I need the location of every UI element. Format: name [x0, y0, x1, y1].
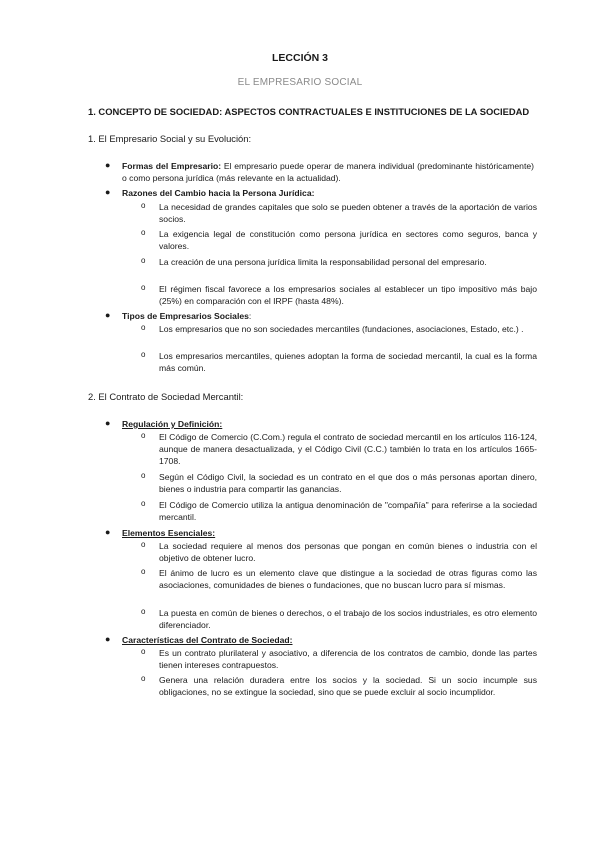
sub-bullet: o: [141, 256, 146, 265]
bullet-elementos-text: [122, 527, 534, 539]
sub-bullet: o: [141, 201, 146, 210]
bullet-dot: ●: [105, 527, 111, 537]
sub-text: El Código de Comercio (C.Com.) regula el contrato de sociedad mercantil en los artículos 116-124, aunque de manera desactualizada, y el Código Civil (C.C.) también lo trata en los artículos 1665-1708.: [159, 432, 537, 467]
sub-bullet: o: [141, 350, 146, 359]
sub-text: Los empresarios mercantiles, quienes adoptan la forma de sociedad mercantil, la cual es la forma más común.: [159, 351, 537, 374]
bullet-razones-text: [122, 187, 534, 199]
bullet-body: El empresario puede operar de manera individual (predominante históricamente) o como persona jurídica (más relevante en la actualidad).: [122, 161, 534, 184]
bullet-tail: :: [248, 311, 252, 321]
part2-heading: [88, 391, 243, 402]
sub-text: La creación de una persona jurídica limita la responsabilidad personal del empresario.: [159, 257, 487, 267]
sub-bullet: o: [141, 567, 146, 576]
bullet-label: Tipos de Empresarios Sociales: [122, 311, 249, 321]
bullet-dot: ●: [105, 187, 111, 197]
bullet-formas-text: [122, 160, 534, 184]
bullet-tipos-text: [122, 310, 534, 322]
part1-heading: [88, 133, 251, 144]
part2-heading-text: 2. El Contrato de Sociedad Mercantil:: [88, 391, 244, 402]
sub-bullet: o: [141, 228, 146, 237]
lesson-subtitle: EL EMPRESARIO SOCIAL: [237, 77, 363, 88]
sub-bullet: o: [141, 323, 146, 332]
sub-text: La sociedad requiere al menos dos personas que pongan en común bienes o industria con el objetivo de obtener lucro.: [159, 541, 537, 564]
sub-text: La exigencia legal de constitución como persona jurídica en sectores como seguros, banca y valores.: [159, 229, 537, 252]
sub-bullet: o: [141, 431, 146, 440]
sub-bullet: o: [141, 471, 146, 480]
sub-text: El Código de Comercio utiliza la antigua denominación de "compañía" para referirse a la sociedad mercantil.: [159, 500, 537, 523]
part1-heading-text: 1. El Empresario Social y su Evolución:: [88, 133, 252, 144]
sub-bullet: o: [141, 607, 146, 616]
sub-text: La puesta en común de bienes o derechos, o el trabajo de los socios industriales, es otro elemento diferenciador.: [159, 608, 537, 631]
bullet-caracteristicas-text: [122, 634, 534, 646]
bullet-label: Formas del Empresario:: [122, 161, 222, 171]
bullet-label: Características del Contrato de Sociedad:: [122, 635, 293, 645]
section1-heading: 1. CONCEPTO DE SOCIEDAD: ASPECTOS CONTRACTUALES E INSTITUCIONES DE LA SOCIEDAD: [88, 106, 530, 117]
bullet-dot: ●: [105, 310, 111, 320]
lesson-title: LECCIÓN 3: [271, 52, 328, 64]
sub-text: Los empresarios que no son sociedades mercantiles (fundaciones, asociaciones, Estado, etc.) .: [159, 324, 524, 334]
bullet-dot: ●: [105, 160, 111, 170]
sub-bullet: o: [141, 283, 146, 292]
bullet-regulacion-text: [122, 418, 534, 430]
bullet-label: Regulación y Definición:: [122, 419, 223, 429]
bullet-label: Razones del Cambio hacia la Persona Jurídica:: [122, 188, 315, 198]
sub-bullet: o: [141, 499, 146, 508]
sub-text: Según el Código Civil, la sociedad es un contrato en el que dos o más personas aportan dinero, bienes o industria para compartir las ganancias.: [159, 472, 537, 495]
bullet-dot: ●: [105, 634, 111, 644]
sub-text: El régimen fiscal favorece a los empresarios sociales al establecer un tipo impositivo más bajo (25%) en comparación con el IRPF (hasta 48%).: [159, 284, 537, 307]
sub-text: La necesidad de grandes capitales que solo se pueden obtener a través de la aportación de varios socios.: [159, 202, 537, 225]
bullet-dot: ●: [105, 418, 111, 428]
sub-bullet: o: [141, 674, 146, 683]
sub-text: Es un contrato plurilateral y asociativo, a diferencia de los contratos de cambio, donde las partes tienen intereses contrapuestos.: [159, 648, 537, 671]
sub-text: Genera una relación duradera entre los socios y la sociedad. Si un socio incumple sus obligaciones, no se extingue la sociedad, sino que se puede excluir al socio incumplidor.: [159, 675, 537, 698]
bullet-label: Elementos Esenciales:: [122, 528, 216, 538]
sub-text: El ánimo de lucro es un elemento clave que distingue a la sociedad de otras figuras como las asociaciones, comunidades de bienes o fundaciones, que no buscan lucro para sí mismas.: [159, 568, 537, 591]
sub-bullet: o: [141, 647, 146, 656]
sub-bullet: o: [141, 540, 146, 549]
